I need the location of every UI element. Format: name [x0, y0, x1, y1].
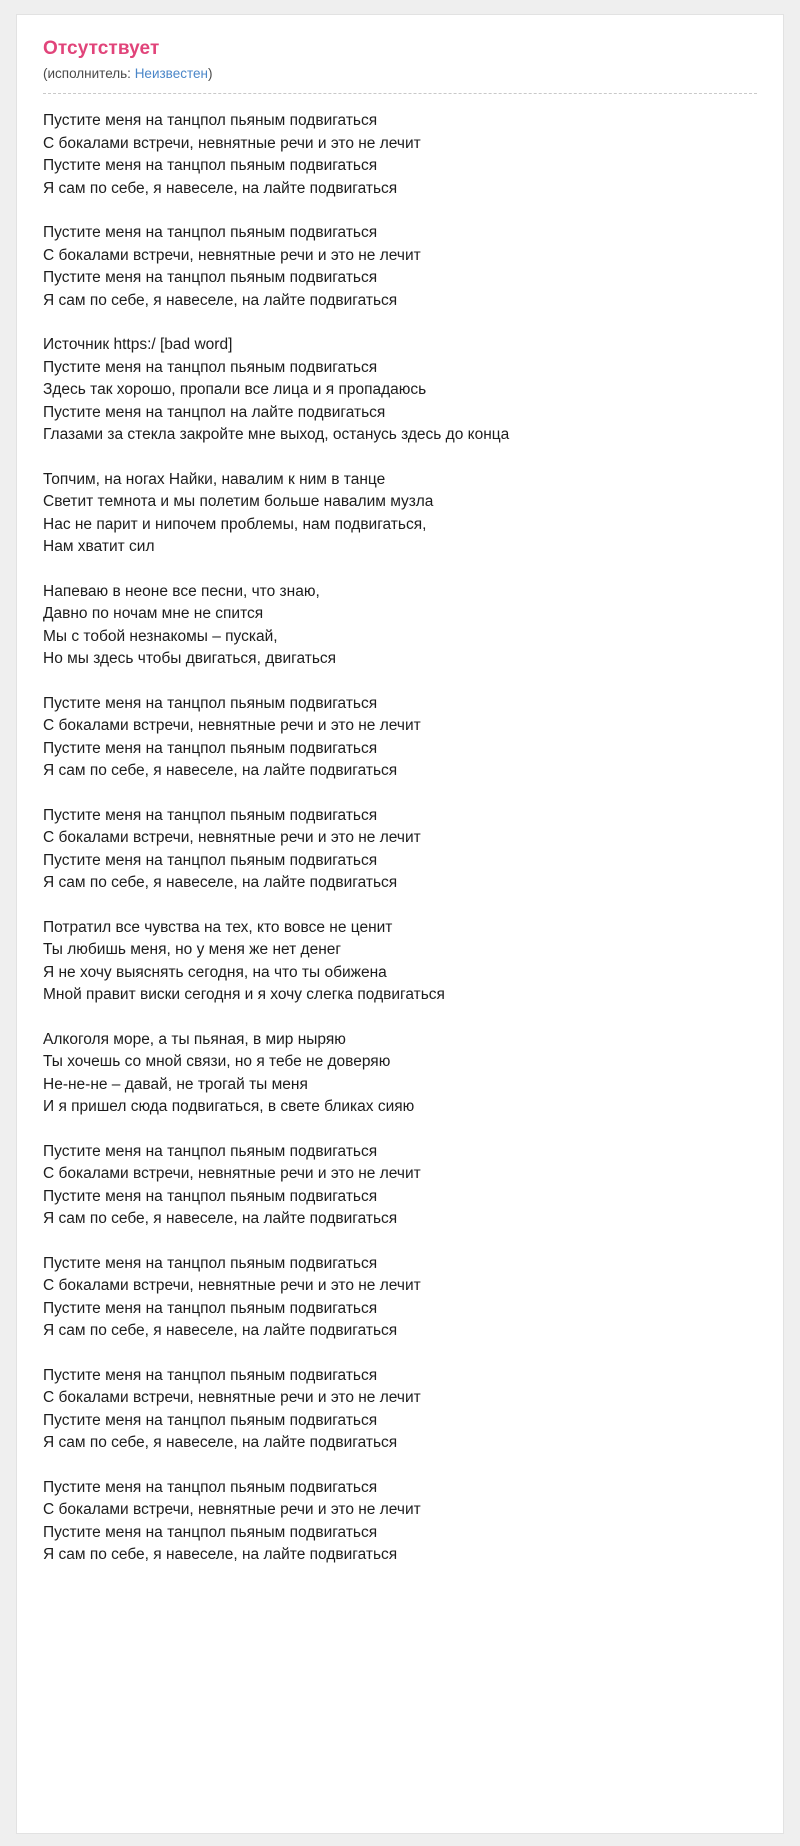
lyrics-stanza	[43, 581, 757, 671]
lyrics-line: С бокалами встречи, невнятные речи и это не лечит	[43, 1277, 421, 1294]
lyrics-line: Пустите меня на танцпол пьяным подвигаться	[43, 1411, 378, 1429]
artist-line	[43, 65, 757, 94]
lyrics-line: Я сам по себе, я навеселе, на лайте подвигаться	[43, 874, 398, 891]
lyrics-line: Я сам по себе, я навеселе, на лайте подвигаться	[43, 291, 398, 309]
artist-link[interactable]: Неизвестен	[134, 66, 208, 81]
lyrics-line: Нам хватит сил	[43, 538, 155, 555]
lyrics-line: С бокалами встречи, невнятные речи и это не лечит	[43, 134, 421, 152]
lyrics-line: Источник https:/ [bad word]	[43, 336, 233, 353]
lyrics-line: Нас не парит и нипочем проблемы, нам подвигаться,	[43, 515, 427, 533]
lyrics-line: Я сам по себе, я навеселе, на лайте подвигаться	[43, 1210, 398, 1227]
lyrics-stanza	[43, 917, 757, 1007]
lyrics-line: Я сам по себе, я навеселе, на лайте подвигаться	[43, 1546, 398, 1563]
lyrics-line: Пустите меня на танцпол пьяным подвигаться	[43, 224, 378, 241]
lyrics-line: С бокалами встречи, невнятные речи и это не лечит	[43, 717, 421, 734]
lyrics-line: Пустите меня на танцпол пьяным подвигаться	[43, 358, 378, 376]
lyrics-line: Пустите меня на танцпол пьяным подвигаться	[43, 1142, 378, 1160]
lyrics-line: Алкоголя море, а ты пьяная, в мир ныряю	[43, 1030, 346, 1048]
lyrics-line: Пустите меня на танцпол пьяным подвигаться	[43, 1366, 378, 1384]
lyrics-line: Потратил все чувства на тех, кто вовсе не ценит	[43, 918, 393, 936]
lyrics-line: Я не хочу выяснять сегодня, на что ты обижена	[43, 963, 387, 981]
lyrics-stanza	[43, 469, 757, 559]
lyrics-line: Пустите меня на танцпол пьяным подвигаться	[43, 157, 378, 174]
lyrics-stanza	[43, 1029, 757, 1119]
lyrics-line: Глазами за стекла закройте мне выход, останусь здесь до конца	[43, 426, 510, 443]
lyrics-body	[43, 110, 757, 1567]
lyrics-line: Топчим, на ногах Найки, навалим к ним в танце	[43, 470, 386, 488]
artist-suffix-label: )	[207, 66, 213, 81]
lyrics-line: Пустите меня на танцпол пьяным подвигаться	[43, 1478, 378, 1496]
lyrics-stanza	[43, 110, 757, 200]
lyrics-line: Мной правит виски сегодня и я хочу слегка подвигаться	[43, 986, 445, 1003]
lyrics-line: Пустите меня на танцпол пьяным подвигаться	[43, 112, 378, 129]
lyrics-line: Ты хочешь со мной связи, но я тебе не доверяю	[43, 1053, 391, 1070]
lyrics-stanza	[43, 1253, 757, 1343]
lyrics-line: Пустите меня на танцпол пьяным подвигаться	[43, 1254, 378, 1272]
lyrics-line: Пустите меня на танцпол пьяным подвигаться	[43, 806, 378, 824]
lyrics-line: Напеваю в неоне все песни, что знаю,	[43, 582, 320, 600]
lyrics-line: Здесь так хорошо, пропали все лица и я пропадаюсь	[43, 381, 427, 398]
lyrics-card	[16, 14, 784, 1834]
lyrics-line: Давно по ночам мне не спится	[43, 605, 264, 622]
lyrics-line: Но мы здесь чтобы двигаться, двигаться	[43, 650, 337, 667]
lyrics-line: Пустите меня на танцпол пьяным подвигаться	[43, 851, 378, 869]
lyrics-line: С бокалами встречи, невнятные речи и это не лечит	[43, 1389, 421, 1406]
lyrics-line: Мы с тобой незнакомы – пускай,	[43, 627, 278, 645]
lyrics-line: Я сам по себе, я навеселе, на лайте подвигаться	[43, 1434, 398, 1451]
lyrics-line: Пустите меня на танцпол пьяным подвигаться	[43, 1187, 378, 1205]
lyrics-line: С бокалами встречи, невнятные речи и это не лечит	[43, 1165, 421, 1182]
lyrics-line: Я сам по себе, я навеселе, на лайте подвигаться	[43, 1322, 398, 1339]
lyrics-line: Пустите меня на танцпол пьяным подвигаться	[43, 1523, 378, 1541]
lyrics-stanza	[43, 805, 757, 895]
lyrics-line: Пустите меня на танцпол пьяным подвигаться	[43, 269, 378, 286]
lyrics-line: И я пришел сюда подвигаться, в свете бликах сияю	[43, 1098, 415, 1115]
lyrics-line: Ты любишь меня, но у меня же нет денег	[43, 941, 342, 958]
lyrics-stanza	[43, 693, 757, 783]
artist-prefix-label: (исполнитель:	[43, 66, 135, 81]
lyrics-line: Я сам по себе, я навеселе, на лайте подвигаться	[43, 179, 398, 197]
lyrics-stanza	[43, 1477, 757, 1567]
lyrics-line: Я сам по себе, я навеселе, на лайте подвигаться	[43, 762, 398, 779]
lyrics-stanza	[43, 1365, 757, 1455]
lyrics-line: С бокалами встречи, невнятные речи и это не лечит	[43, 829, 421, 846]
lyrics-stanza	[43, 222, 757, 312]
lyrics-line: Пустите меня на танцпол пьяным подвигаться	[43, 694, 378, 712]
lyrics-line: С бокалами встречи, невнятные речи и это не лечит	[43, 246, 421, 264]
lyrics-line: Светит темнота и мы полетим больше навалим музла	[43, 493, 434, 510]
lyrics-line: Пустите меня на танцпол на лайте подвигаться	[43, 403, 386, 421]
lyrics-line: С бокалами встречи, невнятные речи и это не лечит	[43, 1501, 421, 1518]
lyrics-line: Пустите меня на танцпол пьяным подвигаться	[43, 1299, 378, 1317]
page-title: Отсутствует	[43, 38, 160, 59]
lyrics-line: Не-не-не – давай, не трогай ты меня	[43, 1075, 308, 1093]
lyrics-stanza	[43, 334, 757, 447]
lyrics-line: Пустите меня на танцпол пьяным подвигаться	[43, 739, 378, 757]
lyrics-stanza	[43, 1141, 757, 1231]
